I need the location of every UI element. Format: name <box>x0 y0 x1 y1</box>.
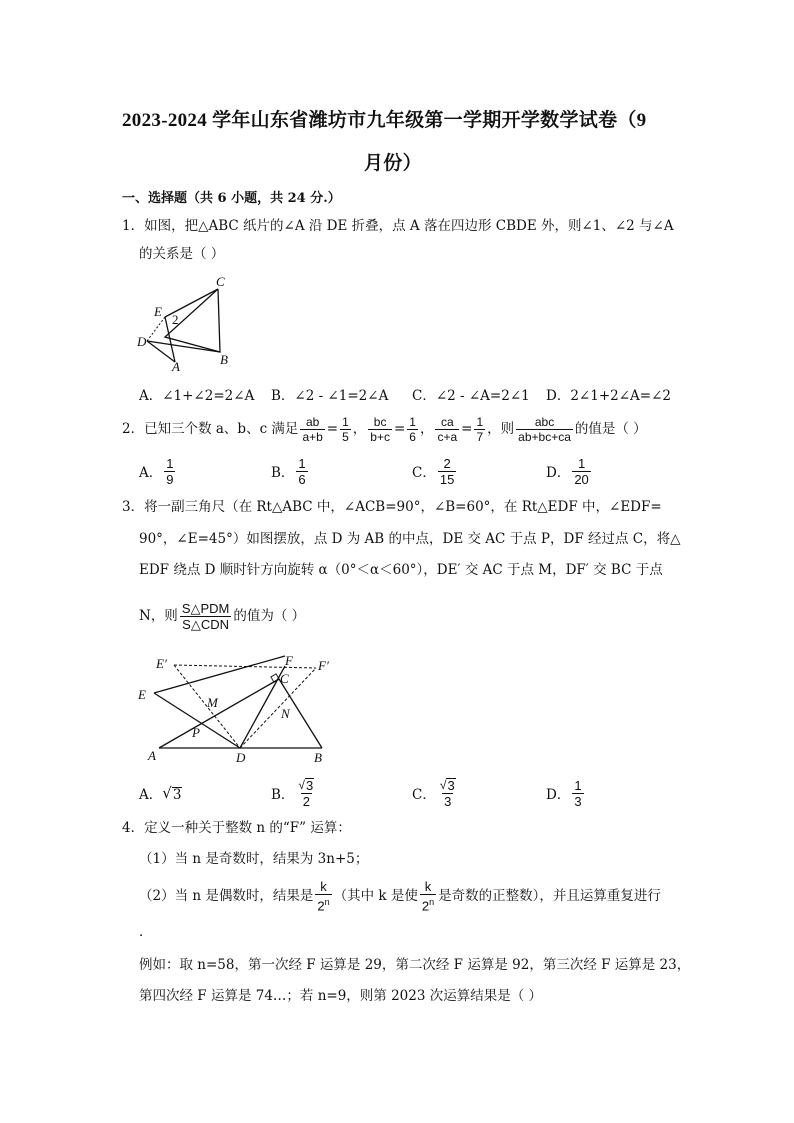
q2-f1-eq: = <box>326 421 339 437</box>
q3-line4-post: 的值为（ ） <box>233 608 306 624</box>
q1-option-b[interactable]: B．∠2 - ∠1=2∠A <box>271 388 389 404</box>
q3-ratio-num: S△PDM <box>181 600 230 616</box>
q2-frac-1-7 <box>474 415 485 444</box>
q1-option-c[interactable]: C．∠2 - ∠A=2∠1 <box>412 388 530 404</box>
q2-f4-den: ab+bc+ca <box>518 429 571 444</box>
q3-option-b[interactable] <box>271 776 318 810</box>
q4-frac-k-2n-1 <box>315 879 331 913</box>
q4-stem-line2: （1）当 n 是奇数时，结果为 3n+5； <box>139 851 369 867</box>
q3-opt-c-frac: √ 3 3 <box>439 778 455 809</box>
q3-opt-a-sqrt: √ 3 <box>162 784 182 803</box>
q3-label-c: C <box>280 671 289 686</box>
q4-line3-mid: （其中 k 是使 <box>333 888 418 904</box>
q3-label-e: E <box>138 687 146 702</box>
q2-stem: 2．已知三个数 a、b、c 满足 $\frac{ab}{a+b}$ = $\frac{1}{5}$ ， $\frac{bc}{b+c}$ = $\frac{1}{6}$ ， $\frac{ca}{c+a}$ = $\frac{1}{7}$ ，则 $\frac{\text{abc}}{ab+bc+ca}$ 的值是（ ） <box>122 414 647 444</box>
q3-label-b: B <box>314 750 322 765</box>
q3-opt-b-frac: √ 3 2 <box>298 778 314 809</box>
q2-frac-bc <box>368 415 392 444</box>
q3-opt-b-label: B． <box>271 787 295 803</box>
q3-label-e-prime: E′ <box>156 656 167 671</box>
q2-opt-a-frac <box>164 456 175 487</box>
q2-stem-mid: ，则 <box>487 421 515 437</box>
q1-fold-line <box>147 317 165 341</box>
q3-area-ratio <box>180 601 232 632</box>
q3-label-p: P <box>192 725 200 740</box>
q2-option-c[interactable] <box>412 454 458 488</box>
q2-f4-num: abc <box>534 414 555 429</box>
q3-option-d[interactable] <box>546 776 586 810</box>
q1-label-b: B <box>220 352 228 367</box>
q3-figure <box>134 648 344 768</box>
q3-opt-d-num: 1 <box>574 777 582 793</box>
section-header: 一、选择题（共 6 小题，共 24 分.） <box>122 191 341 206</box>
q3-label-n: N <box>281 706 290 721</box>
q2-stem-post: 的值是（ ） <box>574 421 647 437</box>
q2-f1-den: a+b <box>302 429 323 444</box>
q1-option-a[interactable]: A．∠1+∠2=2∠A <box>139 388 255 404</box>
q3-label-m: M <box>207 695 218 710</box>
q2-frac-1-5 <box>340 415 351 444</box>
q3-opt-c-label: C． <box>412 787 436 803</box>
q2-opt-c-frac <box>438 456 456 487</box>
q4-frac1-den-exp: n <box>324 896 330 907</box>
q4-frac1-den-base: 2 <box>317 898 325 914</box>
q3-stem-line4 <box>139 594 305 638</box>
q4-line3-pre: （2）当 n 是偶数时，结果是 <box>139 888 314 904</box>
q2-opt-a-num: 1 <box>166 455 174 471</box>
q4-frac-k-2n-2 <box>420 879 436 913</box>
q2-f2-rden: 6 <box>409 429 416 444</box>
q2-frac-ab <box>300 415 324 444</box>
q3-opt-d-frac <box>572 778 583 809</box>
q1-figure <box>132 272 242 372</box>
q1-stem-line1: 1．如图，把△ABC 纸片的∠A 沿 DE 折叠，点 A 落在四边形 CBDE 外，则∠1、∠2 与∠A <box>122 218 674 234</box>
q1-label-e: E <box>154 304 162 319</box>
q3-opt-a-label: A． <box>139 787 163 803</box>
q2-opt-a-label: A． <box>139 465 163 481</box>
q4-stem-line6: 第四次经 F 运算是 74…；若 n=9，则第 2023 次运算结果是（ ） <box>139 988 543 1004</box>
q4-stem-line5: 例如：取 n=58，第一次经 F 运算是 29，第二次经 F 运算是 92，第三次经 F 运算是 23， <box>139 957 691 973</box>
q3-stem-line3: EDF 绕点 D 顺时针方向旋转 α（0°＜α＜60°），DE′ 交 AC 于点 M，DF′ 交 BC 于点 <box>139 562 663 578</box>
q2-opt-d-num: 1 <box>577 455 586 471</box>
q3-opt-d-label: D． <box>546 787 571 803</box>
q3-line4-pre: N，则 <box>139 608 178 624</box>
q2-stem-pre: 2．已知三个数 a、b、c 满足 <box>122 421 299 437</box>
q2-f3-den: c+a <box>437 429 458 444</box>
q1-label-a: A <box>172 359 180 372</box>
q3-edge-ac <box>159 679 279 748</box>
q3-label-f-prime: F′ <box>318 658 329 673</box>
q2-opt-b-num: 1 <box>298 455 306 471</box>
q4-frac2-den-base: 2 <box>421 898 430 914</box>
q4-stem-line3 <box>139 876 661 916</box>
q3-label-f: F <box>285 653 293 668</box>
q2-f3-num: ca <box>440 414 454 429</box>
q2-opt-d-label: D． <box>546 465 571 481</box>
q2-frac-ca <box>435 415 459 444</box>
q2-opt-c-num: 2 <box>443 455 451 471</box>
q2-f2-eq: = <box>393 421 406 437</box>
q2-f3-rnum: 1 <box>476 414 484 429</box>
q4-frac1-num: k <box>320 878 327 894</box>
q2-opt-d-frac <box>572 456 590 487</box>
q3-opt-b-num: 3 <box>306 778 314 793</box>
q1-label-2: 2 <box>172 312 179 327</box>
q2-opt-b-label: B． <box>271 465 295 481</box>
exam-title-line2: 月份） <box>364 153 422 174</box>
q2-opt-d-den: 20 <box>574 471 589 487</box>
q4-stem-line4: ． <box>139 924 153 940</box>
q3-ratio-den: S△CDN <box>182 616 230 632</box>
q2-f2-num: bc <box>373 414 387 429</box>
q2-f1-rden: 5 <box>342 429 349 444</box>
q2-frac-1-6 <box>407 415 418 444</box>
q2-f2-den: b+c <box>370 429 390 444</box>
q2-f1-rnum: 1 <box>342 414 349 429</box>
q4-frac2-num: k <box>424 878 432 894</box>
q2-opt-c-den: 15 <box>439 471 455 487</box>
q3-label-d: D <box>236 750 246 765</box>
exam-title-line1: 2023-2024 学年山东省潍坊市九年级第一学期开学数学试卷（9 <box>122 110 647 131</box>
q2-f2-rnum: 1 <box>409 414 416 429</box>
q3-option-c[interactable] <box>412 776 460 810</box>
q1-stem-line2: 的关系是（ ） <box>139 246 225 262</box>
q3-opt-d-den: 3 <box>574 793 582 809</box>
q3-opt-a-val: 3 <box>172 787 182 803</box>
q3-opt-c-num: 3 <box>447 778 455 793</box>
q2-frac-target <box>516 415 573 444</box>
q2-option-a[interactable] <box>139 454 177 488</box>
q2-opt-b-frac <box>296 456 307 487</box>
q2-f3-rden: 7 <box>476 429 484 444</box>
q3-stem-line1: 3．将一副三角尺（在 Rt△ABC 中，∠ACB=90°，∠B=60°，在 Rt△EDF 中，∠EDF= <box>122 499 662 515</box>
q2-f3-eq: = <box>461 421 473 437</box>
q4-stem-line1: 4．定义一种关于整数 n 的“F” 运算： <box>122 820 351 836</box>
q1-option-d[interactable]: D．2∠1+2∠A=∠2 <box>546 388 671 404</box>
q1-label-c: C <box>216 274 225 289</box>
q1-label-d: D <box>137 334 147 349</box>
q2-option-d[interactable] <box>546 454 593 488</box>
q2-opt-c-label: C． <box>412 465 436 481</box>
q3-label-a: A <box>148 748 156 763</box>
q2-opt-b-den: 6 <box>298 471 306 487</box>
q4-line3-post: 是奇数的正整数），并且运算重复进行 <box>438 888 661 904</box>
q2-opt-a-den: 9 <box>166 471 174 487</box>
q3-stem-line2: 90°，∠E=45°）如图摆放，点 D 为 AB 的中点，DE 交 AC 于点 P，DF 经过点 C，将△ <box>139 531 681 547</box>
q3-opt-c-den: 3 <box>444 794 452 809</box>
q3-opt-b-den: 2 <box>302 794 310 809</box>
q2-f1-num: ab <box>305 414 320 429</box>
q4-frac2-den-exp: n <box>429 896 435 907</box>
q3-option-a[interactable] <box>139 776 182 810</box>
q2-option-b[interactable] <box>271 454 310 488</box>
